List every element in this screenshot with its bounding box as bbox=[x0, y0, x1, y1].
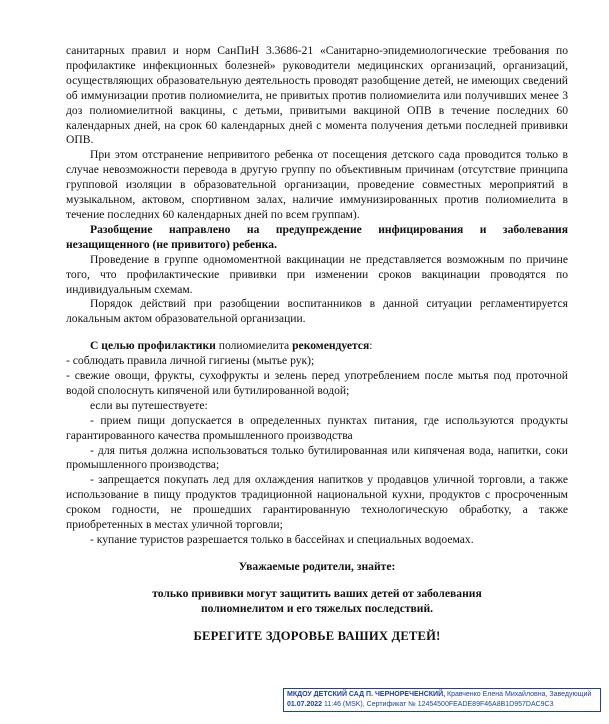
list-item: - купание туристов разрешается только в бассейнах и специальных водоемах. bbox=[90, 533, 474, 546]
list-item: если вы путешествуете: bbox=[90, 398, 208, 412]
paragraph-separation: Разобщение направлено на предупреждение инфицирования и заболевания незащищенного (не привитого) ребенка. bbox=[66, 222, 568, 251]
parents-heading: Уважаемые родители, знайте: bbox=[238, 559, 396, 573]
vaccine-message-line2: полиомиелитом и его тяжелых последствий. bbox=[200, 601, 434, 615]
signature-line1 bbox=[287, 690, 597, 700]
closing-slogan: БЕРЕГИТЕ ЗДОРОВЬЕ ВАШИХ ДЕТЕЙ! bbox=[193, 628, 441, 643]
document-body bbox=[66, 44, 568, 644]
list-item: - прием пищи допускается в определенных пунктах питания, где используются продукты гарантированного качества промышленного производства bbox=[66, 413, 568, 442]
paragraph-vaccination: Проведение в группе одномоментной вакцинации не представляется возможным по причине того, что профилактические прививки при изменении сроков вакцинации проводятся по индивидуальным схемам. bbox=[66, 252, 568, 296]
signature-time: 11:46 (MSK), bbox=[322, 701, 365, 708]
list-item: - запрещается покупать лед для охлаждения напитков у продавцов уличной торговли, а также использование в пищу продуктов традиционной национальной кухни, продуктов с просроченным сроком годности, не прошедших гарантированную технологическую обработку, а также приобретенных в местах уличной торговли; bbox=[66, 473, 568, 532]
paragraph-exclusion: При этом отстранение непривитого ребенка от посещения детского сада проводится только в случае невозможности перевода в другую группу по объективным причинам (отсутствие принципа групповой изоляции в образовательной организации, проведение совместных мероприятий в музыкальном, актовом, спортивном залах, наличие иммунизированных против полиомиелита в течение последних 60 календарных дней по всем группам). bbox=[66, 148, 568, 221]
recommendation-mid: полиомиелита bbox=[215, 339, 293, 353]
signature-org: МКДОУ ДЕТСКИЙ САД П. ЧЕРНОРЕЧЕНСКИЙ, bbox=[287, 691, 446, 698]
signature-date: 01.07.2022 bbox=[287, 701, 323, 708]
signature-cert: Сертификат № 12454500FEADE89F46A8B1D957DAC9C3 bbox=[364, 701, 554, 708]
vaccine-message-line1: только прививки могут защитить ваших детей от заболевания bbox=[152, 586, 482, 600]
list-item: - свежие овощи, фрукты, сухофрукты и зелень перед употреблением после мытья под проточной водой сполоснуть кипяченой или бутилированной водой; bbox=[66, 369, 568, 397]
paragraph-procedure: Порядок действий при разобщении воспитанников в данной ситуации регламентируется локальным актом образовательной организации. bbox=[66, 297, 568, 326]
list-item: - соблюдать правила личной гигиены (мытье рук); bbox=[66, 354, 315, 368]
recommendation-heading bbox=[66, 339, 568, 354]
signature-person: Кравченко Елена Михайловна, Заведующий bbox=[445, 691, 592, 698]
paragraph-sanpin: санитарных правил и норм СанПиН 3.3686-21 «Санитарно-эпидемиологические требования по профилактике инфекционных болезней» руководители медицинских организаций, организаций, осуществляющих образовательную деятельность проводят разобщение детей, не имеющих сведений об иммунизации против полиомиелита, не привитых против полиомиелита или получивших менее 3 доз полиомиелитной вакцины, с детьми, привитыми вакциной ОПВ в течение последних 60 календарных дней, на срок 60 календарных дней с момента получения детьми последней прививки ОПВ. bbox=[66, 44, 568, 147]
recommendation-end: : bbox=[369, 339, 373, 353]
signature-line2 bbox=[287, 700, 597, 710]
list-item: - для питья должна использоваться только бутилированная или кипяченая вода, напитки, соки промышленного производства; bbox=[66, 443, 568, 472]
recommendation-start: С целью профилактики bbox=[90, 339, 216, 353]
digital-signature-stamp bbox=[283, 688, 601, 712]
recommendation-bold: рекомендуется bbox=[292, 339, 370, 353]
